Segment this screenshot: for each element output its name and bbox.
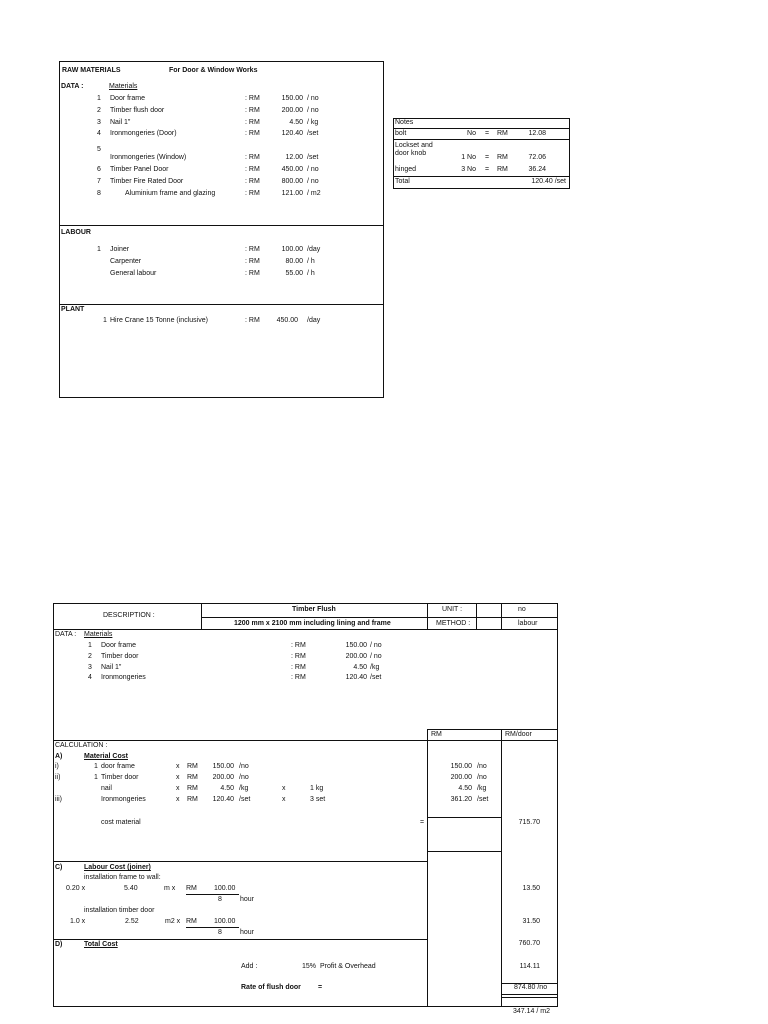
raw-material-colon-rm: : RM [245,130,260,137]
raw-divider-plant [59,304,384,305]
raw-material-num: 4 [97,130,101,137]
notes-value: 12.08 [528,130,546,137]
raw-material-colon-rm: : RM [245,166,260,173]
notes-cur: RM [497,154,508,161]
raw-labour-price: 55.00 [285,270,303,277]
labour1-den-unit: hour [240,896,255,903]
notes-item: hinged [395,166,417,173]
raw-labour-colon-rm: : RM [245,270,260,277]
col-rmdoor-header: RM/door [505,731,532,738]
mat-sum-line [427,817,501,818]
raw-labour-unit: /day [307,246,321,253]
mat-unit: /kg [239,785,249,792]
c-label: C) [55,864,63,871]
rate-data-name: Nail 1" [101,664,122,671]
mat-price: 120.40 [212,796,234,803]
labour2-value: 31.50 [522,918,540,925]
mat-q2: 1 kg [310,785,324,792]
rate-data-colon-rm: : RM [291,642,306,649]
profit-label: Profit & Overhead [320,963,376,970]
unit-value: no [518,606,526,613]
raw-labour-unit: / h [307,258,315,265]
rate-data-unit: /kg [370,664,380,671]
mat-cur: RM [187,774,198,781]
calc-label: CALCULATION : [55,742,108,749]
raw-title: RAW MATERIALS [62,67,121,74]
raw-material-num: 8 [97,190,101,197]
labour2-c: m2 x [165,918,181,925]
notes-total-value: 120.40 /set [531,178,566,185]
raw-labour-price: 80.00 [285,258,303,265]
labour1-c: m x [164,885,176,892]
raw-material-colon-rm: : RM [245,154,260,161]
mat-x1: x [176,785,180,792]
raw-material-colon-rm: : RM [245,190,260,197]
mat-name: nail [101,785,112,792]
raw-divider-labour [59,225,384,226]
notes-line-2 [393,139,570,140]
total-cost-value: 760.70 [518,940,540,947]
method-value: labour [518,620,538,627]
mat-x1: x [176,763,180,770]
rate-data-price: 4.50 [353,664,367,671]
rate-materials-label: Materials [84,631,113,638]
total-cost-label: Total Cost [84,941,118,948]
raw-material-colon-rm: : RM [245,119,260,126]
a-label: A) [55,753,63,760]
raw-labour-name: Carpenter [110,258,142,265]
notes-qty: No [467,130,476,137]
rate-data-label: DATA : [55,631,77,638]
rate-data-colon-rm: : RM [291,674,306,681]
mat-qty: 1 [94,763,98,770]
raw-material-price: 200.00 [281,107,303,114]
notes-value: 72.06 [528,154,546,161]
raw-material-unit: / no [307,178,319,185]
mat-rm-unit: /no [477,763,487,770]
mat-price: 200.00 [212,774,234,781]
notes-cur: RM [497,166,508,173]
raw-material-unit: /set [307,130,319,137]
cost-material-label: cost material [101,819,141,826]
rate-vline-unit [427,603,428,629]
d-label: D) [55,941,63,948]
profit-value: 114.11 [519,963,540,970]
material-cost-label: Material Cost [84,753,128,760]
raw-material-colon-rm: : RM [245,107,260,114]
notes-eq: = [485,130,490,137]
notes-eq: = [485,154,490,161]
labour1-cur: RM [186,885,197,892]
labour2-den: 8 [218,929,222,936]
mat-rm-value: 200.00 [450,774,472,781]
plant-name: Hire Crane 15 Tonne (inclusive) [110,317,208,324]
notes-line-1 [393,128,570,129]
raw-material-num: 6 [97,166,101,173]
raw-labour-colon-rm: : RM [245,258,260,265]
raw-material-unit: / no [307,107,319,114]
profit-pct: 15% [302,963,317,970]
raw-material-num: 5 [97,146,101,153]
notes-item: bolt [395,130,407,137]
raw-labour-name: Joiner [110,246,130,253]
raw-plant-title: PLANT [61,306,85,313]
rm-col-line [427,729,428,1007]
raw-material-price: 121.00 [281,190,303,197]
raw-material-price: 150.00 [281,95,303,102]
rate-data-price: 200.00 [345,653,367,660]
rate-line-3 [501,997,558,998]
raw-material-unit: /set [307,154,319,161]
labour1-fraction-line [186,894,239,895]
labour1-b: 5.40 [124,885,138,892]
rate-data-name: Ironmongeries [101,674,146,681]
rate-data-colon-rm: : RM [291,653,306,660]
raw-labour-unit: / h [307,270,315,277]
raw-material-unit: / no [307,166,319,173]
mat-cur: RM [187,796,198,803]
raw-material-price: 12.00 [285,154,303,161]
mat-idx: iii) [55,796,62,803]
labour2-b: 2.52 [125,918,139,925]
unit-label: UNIT : [442,606,463,613]
rate-vline-desc [201,603,202,629]
raw-material-price: 450.00 [281,166,303,173]
labour2-den-unit: hour [240,929,255,936]
raw-material-name: Timber flush door [110,107,165,114]
rate-data-colon-rm: : RM [291,664,306,671]
rate-header-divider [53,629,558,630]
labour2-fraction-line [186,927,239,928]
raw-labour-num: 1 [97,246,101,253]
rate-vline-unitval2 [501,603,502,629]
rmdoor-col-line [501,729,502,1007]
rate-per-no: 874.80 /no [514,984,548,991]
mat-price: 150.00 [212,763,234,770]
raw-material-name: Timber Panel Door [110,166,169,173]
mat-unit: /no [239,763,249,770]
raw-labour-price: 100.00 [281,246,303,253]
raw-material-name: Aluminium frame and glazing [125,190,216,197]
raw-labour-colon-rm: : RM [245,246,260,253]
rate-data-unit: /set [370,674,382,681]
cost-material-value: 715.70 [518,819,540,826]
mat-unit: /no [239,774,249,781]
mat-unit: /set [239,796,251,803]
mat-rm-value: 4.50 [458,785,472,792]
labour-cost-label: Labour Cost (joiner) [84,864,151,871]
raw-material-name: Door frame [110,95,146,102]
rate-data-price: 150.00 [345,642,367,649]
method-label: METHOD : [436,620,471,627]
plant-num: 1 [103,317,107,324]
rate-eq: = [318,984,323,991]
mat-rm-unit: /no [477,774,487,781]
notes-cur: RM [497,130,508,137]
raw-material-unit: / m2 [307,190,321,197]
raw-material-unit: / no [307,95,319,102]
mat-x2: x [282,785,286,792]
rate-data-num: 3 [88,664,92,671]
labour2-a: 1.0 x [70,918,86,925]
mat-x1: x [176,796,180,803]
rate-spec-divider [201,617,558,618]
rate-data-unit: / no [370,653,382,660]
rate-data-num: 1 [88,642,92,649]
raw-material-unit: / kg [307,119,319,126]
notes-eq: = [485,166,490,173]
raw-labour-name: General labour [110,270,157,277]
raw-material-colon-rm: : RM [245,178,260,185]
raw-material-num: 2 [97,107,101,114]
rate-data-num: 2 [88,653,92,660]
raw-material-colon-rm: : RM [245,95,260,102]
notes-qty: 1 No [461,154,476,161]
item-spec: 1200 mm x 2100 mm including lining and frame [234,620,391,627]
raw-materials-label: Materials [109,83,138,90]
mat-x2: x [282,796,286,803]
mat-name: door frame [101,763,135,770]
notes-value: 36.24 [528,166,546,173]
rate-data-unit: / no [370,642,382,649]
mat-cur: RM [187,763,198,770]
calc-divider [53,740,558,741]
labour1-a: 0.20 x [66,885,86,892]
mat-idx: i) [55,763,59,770]
labour1-num: 100.00 [214,885,236,892]
notes-title: Notes [395,119,414,126]
plant-price: 450.00 [276,317,298,324]
notes-qty: 3 No [461,166,476,173]
total-divider [53,939,427,940]
raw-material-num: 3 [97,119,101,126]
mat-rm-value: 150.00 [450,763,472,770]
notes-item: Lockset and door knob [395,142,433,157]
mat-x1: x [176,774,180,781]
rate-vline-unitval [476,603,477,629]
mat-name: Ironmongeries [101,796,146,803]
rate-data-price: 120.40 [345,674,367,681]
mat-name: Timber door [101,774,139,781]
mat-qty: 1 [94,774,98,781]
mat-idx: ii) [55,774,61,781]
mat-cur: RM [187,785,198,792]
mat-rm-value: 361.20 [450,796,472,803]
raw-data-label: DATA : [61,83,84,90]
labour2-cur: RM [186,918,197,925]
rate-data-name: Door frame [101,642,137,649]
raw-material-price: 120.40 [281,130,303,137]
mat-bottom-line [427,851,501,852]
mat-q2: 3 set [310,796,326,803]
labour2-desc: installation timber door [84,907,155,914]
plant-unit: /day [307,317,321,324]
raw-material-num: 1 [97,95,101,102]
labour-divider [53,861,427,862]
labour1-den: 8 [218,896,222,903]
rate-data-name: Timber door [101,653,139,660]
labour1-value: 13.50 [522,885,540,892]
notes-line-3 [393,176,570,177]
rate-data-num: 4 [88,674,92,681]
raw-material-name: Ironmongeries (Door) [110,130,177,137]
mat-price: 4.50 [220,785,234,792]
plant-colon-rm: : RM [245,317,260,324]
cost-material-eq: = [420,819,425,826]
raw-subtitle: For Door & Window Works [169,67,258,74]
col-header-top [427,729,558,730]
rate-per-m2: 347.14 / m2 [513,1008,550,1015]
raw-material-price: 800.00 [281,178,303,185]
labour2-num: 100.00 [214,918,236,925]
mat-rm-unit: /set [477,796,489,803]
raw-material-name: Timber Fire Rated Door [110,178,184,185]
description-label: DESCRIPTION : [103,612,155,619]
raw-materials-box [59,61,384,398]
labour1-desc: installation frame to wall: [84,874,161,881]
raw-material-name: Ironmongeries (Window) [110,154,187,161]
raw-material-price: 4.50 [289,119,303,126]
col-rm-header: RM [431,731,442,738]
rate-label: Rate of flush door [241,984,301,991]
mat-rm-unit: /kg [477,785,487,792]
notes-total-label: Total [395,178,410,185]
rate-line-2 [501,994,558,995]
add-label: Add : [241,963,258,970]
raw-material-num: 7 [97,178,101,185]
raw-material-name: Nail 1" [110,119,131,126]
raw-labour-title: LABOUR [61,229,91,236]
item-title: Timber Flush [292,606,336,613]
